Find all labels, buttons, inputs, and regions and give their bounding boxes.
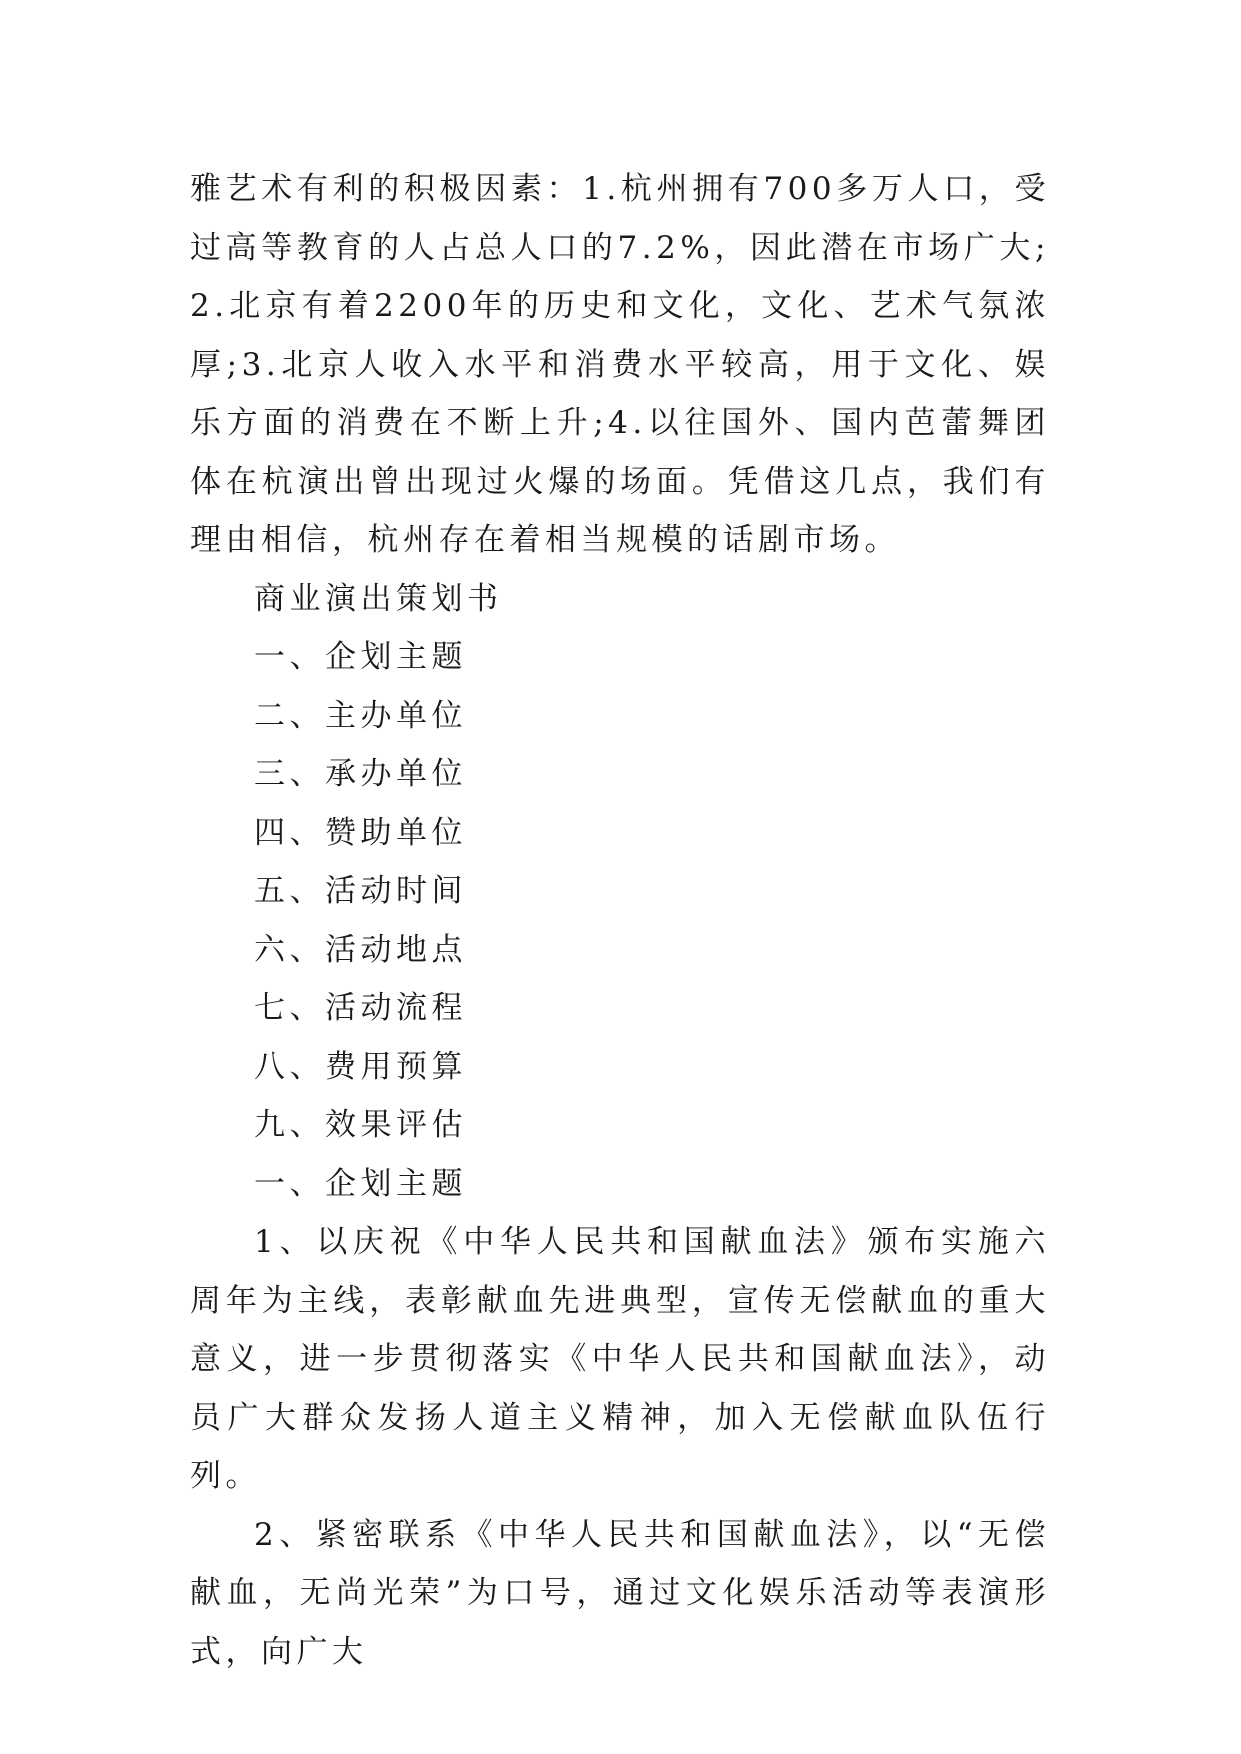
outline-item: 八、费用预算 — [254, 1048, 467, 1085]
outline-item: 七、活动流程 — [254, 990, 467, 1026]
outline-item: 四、赞助单位 — [254, 814, 467, 851]
outline-item: 一、企划主题 — [254, 639, 467, 675]
document-body — [190, 160, 1050, 1681]
section-title: 商业演出策划书 — [254, 580, 503, 617]
outline-item: 三、承办单位 — [254, 756, 467, 792]
outline-item: 六、活动地点 — [254, 931, 467, 968]
outline-item: 九、效果评估 — [254, 1107, 467, 1143]
paragraph-intro: 雅艺术有利的积极因素：1.杭州拥有700多万人口，受过高等教育的人占总人口的7.2%，因此潜在市场广大;2.北京有着2200年的历史和文化，文化、艺术气氛浓厚;3.北京人收入水平和消费水平较高，用于文化、娱乐方面的消费在不断上升;4.以往国外、国内芭蕾舞团体在杭演出曾出现过火爆的场面。凭借这几点，我们有理由相信，杭州存在着相当规模的话剧市场。 — [190, 171, 1050, 558]
section-heading: 一、企划主题 — [254, 1165, 467, 1202]
outline-item: 二、主办单位 — [254, 697, 467, 734]
outline-item: 五、活动时间 — [254, 873, 467, 909]
paragraph-point-2: 2、紧密联系《中华人民共和国献血法》，以“无偿献血，无尚光荣”为口号，通过文化娱乐活动等表演形式，向广大 — [190, 1516, 1050, 1670]
paragraph-point-1: 1、以庆祝《中华人民共和国献血法》颁布实施六周年为主线，表彰献血先进典型，宣传无偿献血的重大意义，进一步贯彻落实《中华人民共和国献血法》，动员广大群众发扬人道主义精神，加入无偿献血队伍行列。 — [190, 1224, 1050, 1494]
